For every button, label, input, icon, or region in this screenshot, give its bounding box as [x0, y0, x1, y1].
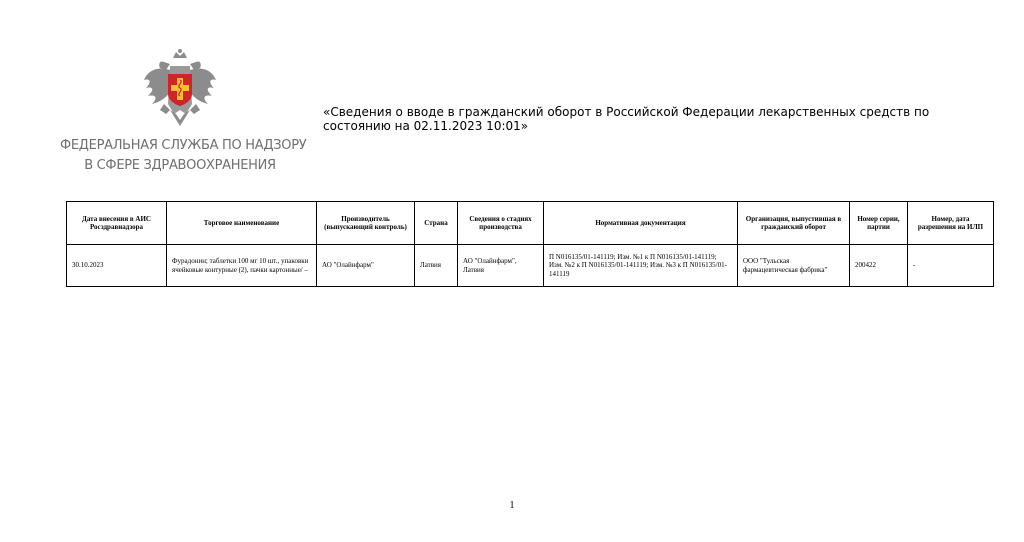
column-header-batch-number: Номер серии, партии [850, 202, 908, 245]
cell-production-stages: АО "Олайнфарм", Латвия [458, 245, 544, 287]
report-title: «Сведения о вводе в гражданский оборот в Российской Федерации лекарственных средств по состоянию на 02.11.2023 10:01» [323, 105, 930, 133]
page-number: 1 [509, 500, 515, 511]
cell-regulatory-docs: П N016135/01-141119; Изм. №1 к П N016135/01-141119; Изм. №2 к П N016135/01-141119; Изм. №3 к П N016135/01-141119 [544, 245, 738, 287]
cell-country: Латвия [415, 245, 458, 287]
column-header-permit-number: Номер, дата разрешения на ИЛП [908, 202, 994, 245]
agency-name-line-2: В СФЕРЕ ЗДРАВООХРАНЕНИЯ [84, 158, 276, 173]
register-table [66, 201, 994, 287]
agency-name-line-1: ФЕДЕРАЛЬНАЯ СЛУЖБА ПО НАДЗОРУ [60, 138, 307, 153]
cell-batch-number: 200422 [850, 245, 908, 287]
cell-releasing-organization: ООО "Тульская фармацевтическая фабрика" [738, 245, 850, 287]
agency-logo [60, 48, 307, 180]
table-row [67, 245, 994, 287]
column-header-manufacturer: Производитель (выпускающий контроль) [317, 202, 415, 245]
column-header-date-added: Дата внесения в АИС Росздравнадзора [67, 202, 167, 245]
table-header-row [67, 202, 994, 245]
double-headed-eagle-emblem-icon [140, 48, 220, 130]
column-header-trade-name: Торговое наименование [167, 202, 317, 245]
cell-date-added: 30.10.2023 [67, 245, 167, 287]
register-table-container [66, 201, 993, 287]
cell-manufacturer: АО "Олайнфарм" [317, 245, 415, 287]
column-header-country: Страна [415, 202, 458, 245]
cell-permit-number: - [908, 245, 994, 287]
column-header-releasing-organization: Организация, выпустившая в гражданский оборот [738, 202, 850, 245]
column-header-regulatory-docs: Нормативная документация [544, 202, 738, 245]
cell-trade-name: Фурадонин; таблетки 100 мг 10 шт., упаковки ячейковые контурные (2), пачки картонные/ – [167, 245, 317, 287]
column-header-production-stages: Сведения о стадиях производства [458, 202, 544, 245]
